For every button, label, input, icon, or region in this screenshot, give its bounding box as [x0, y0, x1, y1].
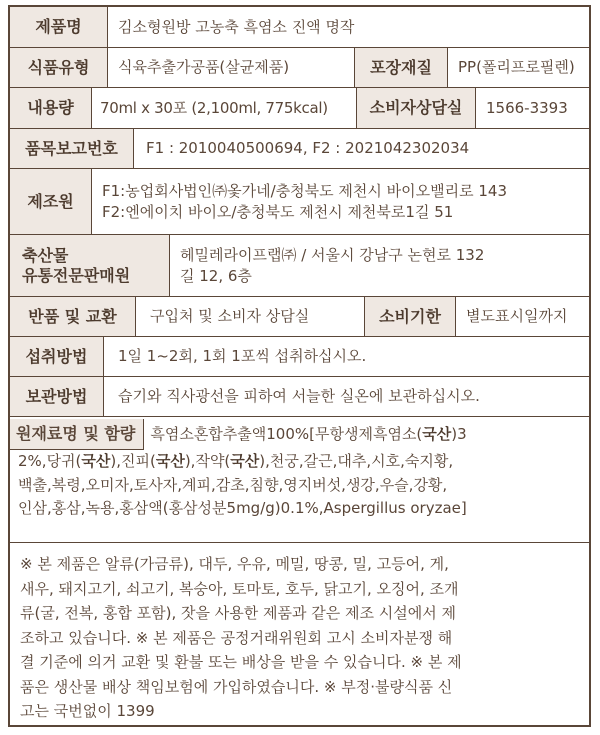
seller-label-line-2: 유통전문판매원 [22, 265, 131, 285]
ingredients-label: 원재료명 및 함량 [10, 419, 144, 450]
ingredients-block [10, 417, 589, 542]
notice-block [10, 543, 589, 725]
notice-line-6: 품은 생산물 배상 책임보험에 가입하였습니다. ※ 부정·불량식품 신 [20, 677, 453, 696]
product-name-label: 제품명 [10, 7, 108, 47]
row-manufacturer [10, 168, 589, 234]
row-product-name [10, 7, 589, 47]
row-storage [10, 376, 589, 416]
content-value: 70ml x 30포 (2,100ml, 775kcal) [100, 98, 328, 117]
ingredients-text-3: 백출,복령,오미자,토사자,계피,감초,침향,영지버섯,생강,우슬,강황, [18, 475, 448, 494]
consumer-center-label: 소비자상담실 [356, 88, 476, 128]
manufacturer-value [92, 169, 589, 234]
intake-label: 섭취방법 [10, 337, 104, 376]
notice-line-7: 고는 국번없이 1399 [20, 702, 155, 720]
ingredients-text-4: 인삼,홍삼,녹용,홍삼액(홍삼성분5mg/g)0.1%,Aspergillus oryzae] [18, 499, 467, 517]
row-seller [10, 234, 589, 296]
expiry-value: 별도표시일까지 [466, 307, 568, 325]
notice-line-5: 결 기준에 의거 교환 및 환불 또는 배상을 받을 수 있습니다. ※ 본 제 [20, 653, 462, 671]
returns-value: 구입처 및 소비자 상담실 [150, 307, 310, 325]
ingredients-text-2d: ),천궁,갈근,대추,시호,숙지황, [259, 452, 454, 470]
notice-line-3: 류(굴, 전복, 홍합 포함), 잣을 사용한 제품과 같은 제조 시설에서 제 [20, 604, 456, 622]
storage-label: 보관방법 [10, 377, 104, 416]
report-number-value: F1 : 2010040500694, F2 : 2021042302034 [146, 139, 470, 157]
consumer-center-value: 1566-3393 [486, 98, 568, 117]
ingredients-text-1b: )3 [451, 425, 467, 443]
row-intake [10, 336, 589, 376]
food-type-label: 식품유형 [10, 48, 108, 87]
ingredients-text-2a: 2%,당귀( [18, 452, 82, 470]
packaging-label: 포장재질 [354, 48, 448, 87]
origin-badge: 국산 [422, 425, 452, 443]
manufacturer-line-1: F1:농업회사법인㈜옻가네/충청북도 제천시 바이오밸리로 143 [102, 181, 507, 200]
row-content [10, 87, 589, 128]
returns-label: 반품 및 교환 [10, 297, 136, 336]
food-type-value: 식육추출가공품(살균제품) [118, 58, 290, 76]
ingredients-text-2c: ),작약( [184, 452, 231, 470]
ingredients-text-2b: ),진피( [110, 452, 156, 470]
notice-line-4: 조하고 있습니다. ※ 본 제품은 공정거래위원회 고시 소비자분쟁 해 [20, 628, 453, 647]
expiry-label: 소비기한 [364, 297, 456, 336]
row-returns [10, 296, 589, 336]
row-notice [10, 542, 589, 725]
origin-badge: 국산 [155, 452, 185, 470]
intake-value: 1일 1~2회, 1회 1포씩 섭취하십시오. [118, 347, 367, 365]
notice-line-1: ※ 본 제품은 알류(가금류), 대두, 우유, 메밀, 땅콩, 밀, 고등어, 게, [20, 555, 449, 573]
report-number-label: 품목보고번호 [10, 129, 134, 168]
origin-badge: 국산 [81, 452, 111, 470]
storage-value: 습기와 직사광선을 피하여 서늘한 실온에 보관하십시오. [118, 387, 480, 405]
seller-label-line-1: 축산물 [22, 245, 69, 265]
seller-value [170, 235, 589, 296]
content-label: 내용량 [10, 88, 92, 128]
seller-line-1: 헤밀레라이프랩㈜ / 서울시 강남구 논현로 132 [180, 245, 485, 264]
row-ingredients [10, 416, 589, 542]
packaging-value: PP(폴리프로필렌) [458, 58, 575, 76]
origin-badge: 국산 [230, 452, 260, 470]
row-food-type [10, 47, 589, 87]
row-report-number [10, 128, 589, 168]
nutrition-label [8, 5, 591, 727]
notice-line-2: 새우, 돼지고기, 쇠고기, 복숭아, 토마토, 호두, 닭고기, 오징어, 조개 [20, 579, 459, 598]
manufacturer-label: 제조원 [10, 169, 92, 234]
manufacturer-line-2: F2:엔에이치 바이오/충청북도 제천시 제천북로1길 51 [102, 202, 454, 221]
product-name-value: 김소형원방 고농축 흑염소 진액 명작 [118, 17, 355, 36]
ingredients-text-1a: 흑염소혼합추출액100%[무항생제흑염소( [150, 425, 423, 443]
seller-label [10, 235, 170, 296]
seller-line-2: 길 12, 6층 [180, 266, 252, 285]
